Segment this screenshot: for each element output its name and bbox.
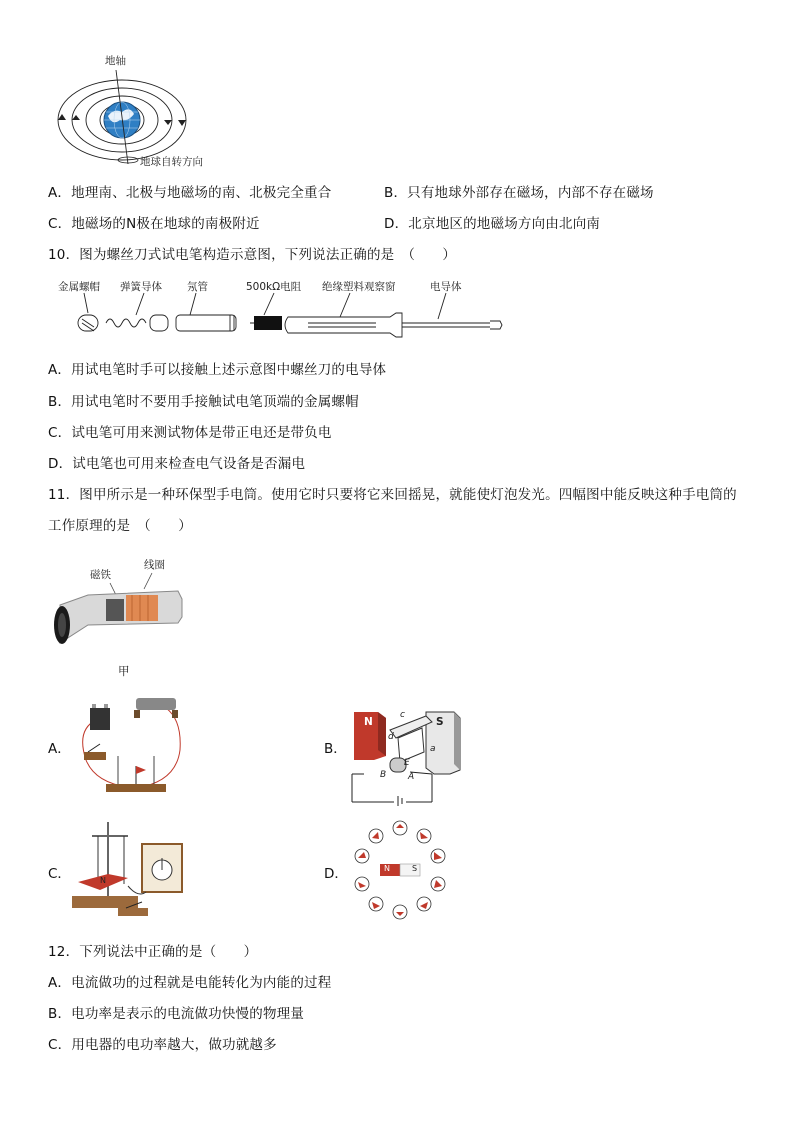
tester-label-conductor: 电导体 (430, 281, 462, 293)
q10-stem: 10．图为螺丝刀式试电笔构造示意图，下列说法正确的是 （ ） (48, 247, 457, 263)
q11-option-c-figure (68, 818, 190, 922)
motor-letter-big-a: A (408, 772, 415, 782)
tester-label-resistor: 500kΩ电阻 (246, 281, 302, 293)
motor-letter-n: N (364, 716, 373, 728)
tester-label-neon: 氖管 (187, 281, 208, 293)
induction-letter-n: N (100, 876, 106, 885)
q10-option-d: D．试电笔也可用来检查电气设备是否漏电 (48, 456, 306, 472)
battery-circuit-diagram (76, 690, 186, 798)
earth-field-diagram (50, 50, 200, 170)
earth-axis-label: 地轴 (105, 55, 126, 67)
q11-option-a-figure (76, 690, 186, 798)
motor-letter-e: E (404, 758, 410, 768)
q9-option-c: C．地磁场的N极在地球的南极附近 (48, 216, 260, 232)
tester-label-window: 绝缘塑料观察窗 (322, 281, 396, 293)
q9-option-b: B．只有地球外部存在磁场，内部不存在磁场 (384, 185, 654, 201)
magnet-letter-n: N (384, 864, 390, 873)
q11-option-b-figure (350, 698, 468, 806)
q9-option-d: D．北京地区的地磁场方向由北向南 (384, 216, 601, 232)
tester-label-spring: 弹簧导体 (120, 281, 162, 293)
q11-option-b-label: B． (324, 741, 347, 757)
flashlight-coil-label: 线圈 (144, 559, 165, 571)
flashlight-figure (48, 555, 188, 680)
q12-stem: 12．下列说法中正确的是（ ） (48, 944, 258, 960)
magnet-letter-s: S (412, 864, 418, 873)
q10-option-c: C．试电笔可用来测试物体是带正电还是带负电 (48, 425, 332, 441)
flashlight-magnet-label: 磁铁 (90, 569, 111, 581)
q10-option-a: A．用试电笔时手可以接触上述示意图中螺丝刀的电导体 (48, 362, 387, 378)
motor-letter-d: d (388, 732, 394, 742)
earth-rotation-label: 地球自转方向 (140, 156, 203, 168)
motor-diagram (350, 698, 468, 806)
q11-option-d-label: D． (324, 866, 348, 882)
q11-option-d-figure (352, 820, 448, 920)
q11-option-c-label: C． (48, 866, 71, 882)
tester-label-metal-cap: 金属螺帽 (58, 281, 100, 293)
q9-option-a: A．地理南、北极与地磁场的南、北极完全重合 (48, 185, 332, 201)
q12-option-b: B．电功率是表示的电流做功快慢的物理量 (48, 1006, 305, 1022)
earth-magnetic-field-figure (50, 50, 203, 170)
compass-magnet-diagram (352, 820, 448, 920)
q12-option-a: A．电流做功的过程就是电能转化为内能的过程 (48, 975, 332, 991)
q12-option-c: C．用电器的电功率越大，做功就越多 (48, 1037, 277, 1053)
flashlight-caption: 甲 (118, 664, 130, 678)
tester-diagram (50, 275, 510, 345)
flashlight-diagram (48, 555, 188, 655)
motor-letter-c: c (400, 710, 405, 720)
motor-letter-s: S (436, 716, 444, 728)
induction-diagram (68, 818, 190, 922)
q11-stem-line1: 11．图甲所示是一种环保型手电筒。使用它时只要将它来回摇晃，就能使灯泡发光。四幅图中能反映这种手电筒的 (48, 487, 737, 503)
q11-stem-line2: 工作原理的是 （ ） (48, 518, 192, 534)
motor-letter-a: a (430, 744, 436, 754)
q11-option-a-label: A． (48, 741, 71, 757)
q10-option-b: B．用试电笔时不要用手接触试电笔顶端的金属螺帽 (48, 394, 359, 410)
screwdriver-tester-figure (50, 275, 510, 345)
motor-letter-b: B (380, 770, 387, 780)
